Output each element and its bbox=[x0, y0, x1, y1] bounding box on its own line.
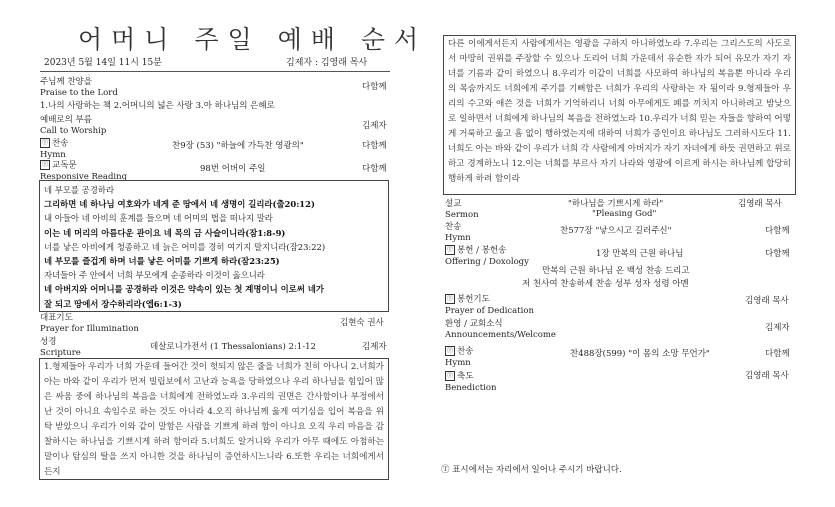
order-detail: 1장 만복의 근원 하나님 bbox=[596, 249, 684, 259]
order-leader: 다함께 bbox=[765, 349, 790, 359]
order-en: Offering / Doxology bbox=[445, 256, 529, 267]
order-dedication bbox=[445, 294, 534, 317]
responsive-line: 네 부모를 공경하라 bbox=[44, 185, 115, 195]
service-date: 2023년 5월 14일 11시 15분 bbox=[44, 58, 162, 68]
order-en: Prayer of Dedication bbox=[445, 305, 534, 316]
order-leader: 다함께 bbox=[765, 249, 790, 259]
order-ko: 봉헌 / 봉헌송 bbox=[457, 245, 507, 256]
order-detail: 찬577장 "낳으시고 길러주신" bbox=[560, 226, 672, 236]
order-leader: 다함께 bbox=[362, 164, 387, 174]
doxology-line: 저 천사여 찬송하세 찬송 성부 성자 성령 아멘 bbox=[522, 279, 689, 289]
standing-footnote: Ⓣ 표시에서는 자리에서 일어나 주시기 바랍니다. bbox=[441, 465, 622, 475]
scripture-text: 1.형제들아 우리가 너희 가운데 들어간 것이 헛되지 않은 줄을 너희가 친히 아나니 2.너희가 아는 바와 같이 우리가 먼저 빌립보에서 고난과 능욕을 당하였으나 우리 하나님을 힘입어 많은 싸움 중에 하나님의 복음을 너희에게 전하였노라 3.우리의 권면은 간사함이나 부정에서 난 것이 아니요 속임수로 하는 것도 아니라 4.오직 하나님께 옳게 여기심을 입어 복음을 위탁 받았으니 우리가 이와 같이 말함은 사람을 기쁘게 하려 함이 아니요 오직 우리 마음을 감찰하시는 하나님을 기쁘시게 하려 함이라 5.너희도 알거니와 우리가 아무 때에도 아첨하는 말이나 탐심의 탈을 쓰지 아니한 것을 하나님이 증언하시느니라 6.또한 우리는 너희에게서든지 bbox=[44, 362, 384, 477]
scripture-box-right bbox=[443, 35, 796, 195]
order-en: Responsive Reading bbox=[40, 171, 128, 182]
stand-icon: Ⓣ bbox=[41, 139, 48, 146]
order-en: Announcements/Welcome bbox=[445, 330, 556, 340]
order-announcements bbox=[445, 319, 556, 341]
order-ko: 환영 / 교회소식 bbox=[445, 319, 503, 329]
order-benediction bbox=[445, 371, 496, 394]
order-ko: 예배로의 부름 bbox=[40, 115, 92, 125]
order-hymn-2 bbox=[445, 222, 471, 244]
order-leader: 다함께 bbox=[765, 226, 790, 236]
order-hymn-3 bbox=[445, 346, 473, 369]
order-leader: 김영래 목사 bbox=[738, 199, 782, 209]
order-ko: 설교 bbox=[445, 199, 462, 209]
order-ko: 찬송 bbox=[457, 346, 474, 357]
stand-icon: Ⓣ bbox=[446, 372, 453, 379]
responsive-line: 네 부모를 즐겁게 하며 너를 낳은 어미를 기쁘게 하라(잠23:25) bbox=[44, 256, 280, 267]
order-ko: 주님께 찬양을 bbox=[40, 77, 92, 87]
stand-icon: Ⓣ bbox=[446, 347, 453, 354]
order-leader: 김제자 bbox=[362, 342, 387, 352]
order-en: Scripture bbox=[40, 348, 81, 358]
order-en: Hymn bbox=[445, 233, 471, 243]
order-leader: 김제자 bbox=[765, 323, 790, 333]
order-detail: 찬488장(599) "이 몸의 소망 무언가" bbox=[570, 349, 710, 359]
order-sermon bbox=[445, 199, 479, 221]
order-en: Call to Worship bbox=[40, 126, 107, 136]
sermon-title: "하나님을 기쁘시게 하라" bbox=[568, 199, 664, 209]
presider: 김제자 : 김영래 목사 bbox=[286, 58, 368, 68]
order-ko: 봉헌기도 bbox=[457, 294, 490, 305]
stand-icon: Ⓣ bbox=[446, 246, 453, 253]
order-ko: 찬송 bbox=[445, 222, 462, 232]
order-leader: 김현숙 권사 bbox=[340, 318, 384, 328]
order-praise bbox=[40, 77, 118, 99]
stand-icon: Ⓣ bbox=[41, 161, 48, 168]
page-title: 어머니 주일 예배 순서 bbox=[78, 25, 428, 54]
order-ko: 성경 bbox=[40, 337, 57, 347]
order-offering bbox=[445, 245, 529, 268]
doxology-line: 만복의 근원 하나님 온 백성 찬송 드리고 bbox=[542, 266, 690, 276]
sermon-title-en: "Pleasing God" bbox=[592, 209, 657, 219]
scripture-text: 다른 이에게서든지 사람에게서는 영광을 구하지 아니하였노라 7.우리는 그리스도의 사도로서 마땅히 권위를 주장할 수 있으나 도리어 너희 가운데서 유순한 자가 되어 유모가 자기 자녀를 기름과 같이 하였으니 8.우리가 이같이 너희를 사모하여 하나님의 복음뿐 아니라 우리의 목숨까지도 너희에게 주기를 기뻐함은 너희가 우리의 사랑하는 자 됨이라 9.형제들아 우리의 수고와 애쓴 것을 너희가 기억하리니 너희 아무에게도 폐를 끼치지 아니하려고 밤낮으로 일하면서 너희에게 하나님의 복음을 전하였노라 10.우리가 너희 믿는 자들을 향하여 어떻게 거룩하고 옳고 흠 없이 행하였는지에 대하여 너희가 증인이요 하나님도 그러하시도다 11.너희도 아는 바와 같이 우리가 너희 각 사람에게 아버지가 자기 자녀에게 하듯 권면하고 위로하고 경계하노니 12.이는 너희를 부르사 자기 나라와 영광에 이르게 하시는 하나님께 합당히 행하게 하려 함이라 bbox=[448, 39, 791, 184]
order-scripture bbox=[40, 337, 81, 359]
order-detail: 데살로니가전서 (1 Thessalonians) 2:1-12 bbox=[150, 342, 316, 352]
order-leader: 다함께 bbox=[362, 82, 387, 92]
order-en: Hymn bbox=[40, 149, 66, 160]
order-en: Prayer for Illumination bbox=[40, 324, 139, 334]
order-leader: 김영래 목사 bbox=[745, 296, 789, 306]
responsive-line: 이는 네 머리의 아름다운 관이요 네 목의 금 사슬이니라(잠1:8-9) bbox=[44, 227, 286, 238]
order-en: Benediction bbox=[445, 382, 497, 393]
praise-songs: 1.나의 사랑하는 책 2.어머니의 넓은 사랑 3.아 하나님의 은혜로 bbox=[40, 101, 275, 111]
responsive-line: 너를 낳은 아비에게 청종하고 네 늙은 어미를 경히 여기지 말지니라(잠23:22) bbox=[44, 241, 326, 252]
stand-icon: Ⓣ bbox=[446, 295, 453, 302]
order-leader: 김영래 목사 bbox=[745, 371, 789, 381]
order-hymn bbox=[40, 138, 68, 161]
scripture-box-left bbox=[39, 358, 389, 480]
order-ko: 축도 bbox=[457, 371, 474, 382]
order-en: Hymn bbox=[445, 357, 471, 368]
order-call-to-worship bbox=[40, 115, 106, 137]
responsive-reading-box bbox=[39, 180, 389, 312]
responsive-line: 내 아들아 네 아비의 훈계를 들으며 네 어미의 법을 떠나지 말라 bbox=[44, 213, 273, 224]
order-ko: 교독문 bbox=[52, 160, 77, 171]
order-en: Praise to the Lord bbox=[40, 88, 118, 98]
order-detail: 찬9장 (53) "하늘에 가득찬 영광의" bbox=[172, 141, 304, 151]
header-rule bbox=[40, 71, 390, 72]
order-en: Sermon bbox=[445, 210, 479, 220]
order-ko: 대표기도 bbox=[40, 313, 73, 323]
responsive-line: 잘 되고 땅에서 장수하리라(엡6:1-3) bbox=[44, 298, 182, 309]
order-prayer bbox=[40, 313, 139, 335]
responsive-line: 자녀들아 주 안에서 너희 부모에게 순종하라 이것이 옳으니라 bbox=[44, 270, 265, 281]
order-detail: 98번 어버이 주일 bbox=[200, 164, 266, 174]
responsive-line: 그리하면 네 하나님 여호와가 네게 준 땅에서 네 생명이 길리라(출20:12) bbox=[44, 199, 315, 210]
order-leader: 다함께 bbox=[362, 141, 387, 151]
order-ko: 찬송 bbox=[52, 138, 69, 149]
responsive-line: 네 아버지와 어머니를 공경하라 이것은 약속이 있는 첫 계명이니 이로써 네가 bbox=[44, 284, 324, 295]
order-leader: 김제자 bbox=[362, 121, 387, 131]
